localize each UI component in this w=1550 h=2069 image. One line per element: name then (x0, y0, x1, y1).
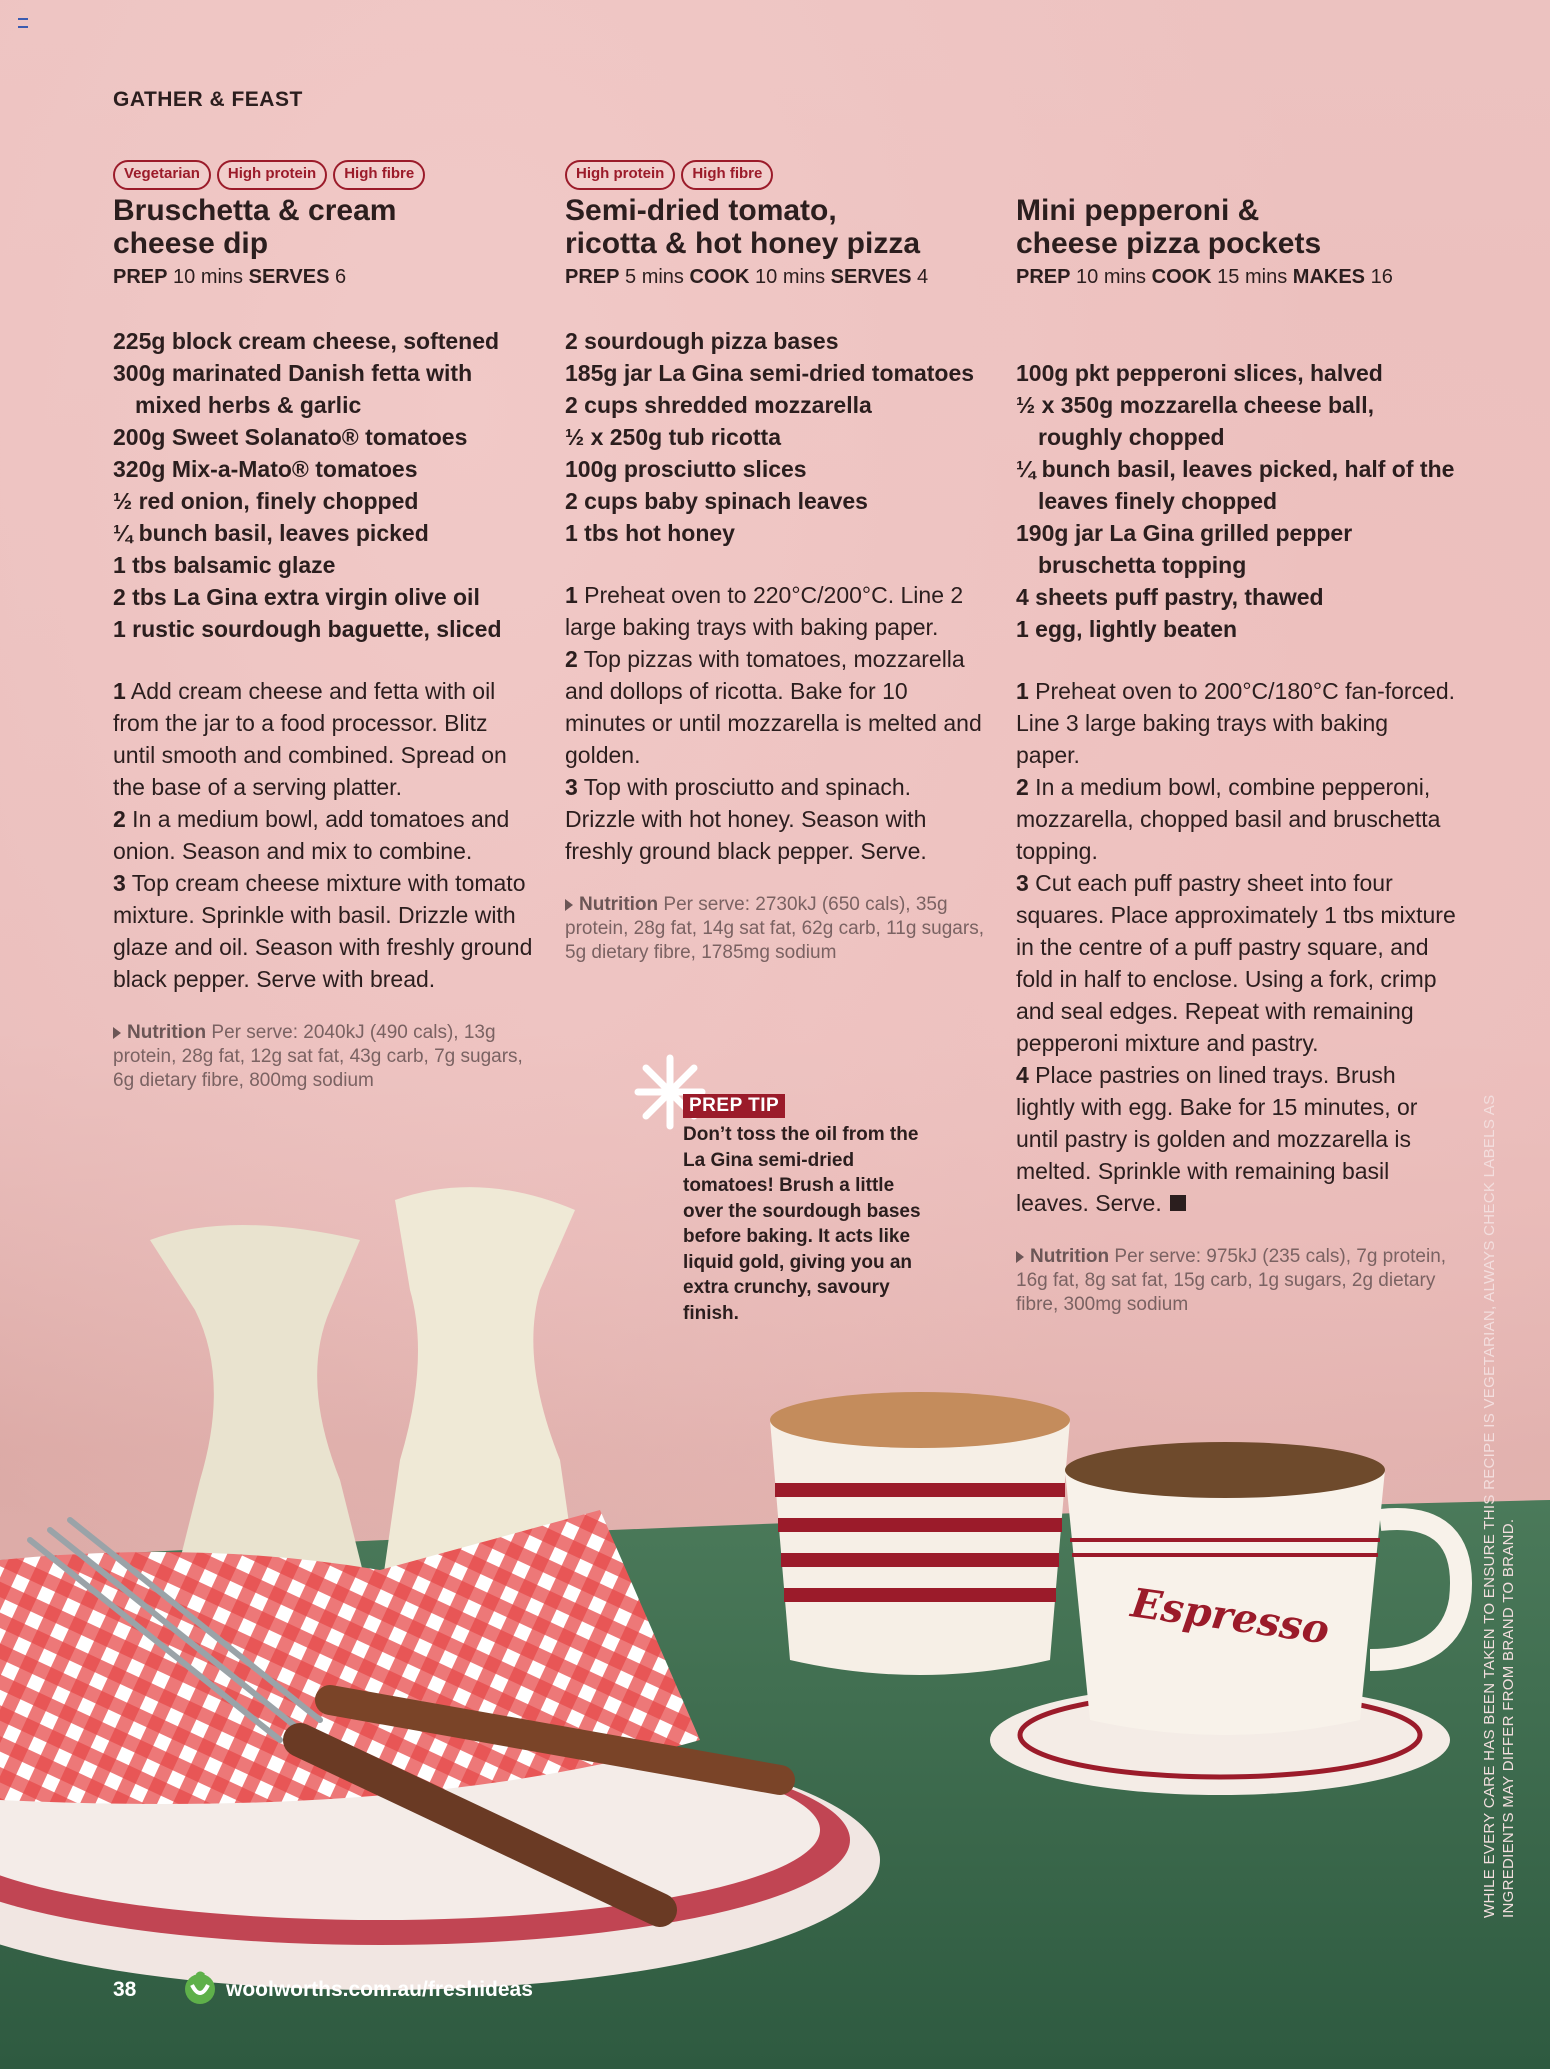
ingredient: 4 sheets puff pastry, thawed (1016, 584, 1324, 610)
recipe-title: Mini pepperoni & cheese pizza pockets (1016, 194, 1322, 260)
method-step: 4 Place pastries on lined trays. Brush lightly with egg. Bake for 15 minutes, or until pastry is golden and mozzarella is melted. Sprinkle with remaining basil leaves. Serve. (1016, 1062, 1418, 1216)
nutrition-info: Nutrition Per serve: 2040kJ (490 cals), 13g protein, 28g fat, 12g sat fat, 43g carb, 7g sugars, 6g dietary fibre, 800mg sodium (113, 1022, 523, 1091)
ingredient: 2 sourdough pizza bases (565, 328, 839, 354)
section-title: GATHER & FEAST (113, 88, 303, 111)
ingredient: ½ red onion, finely chopped (113, 488, 419, 514)
method-step: 1 Preheat oven to 200°C/180°C fan-forced. Line 3 large baking trays with baking paper. (1016, 678, 1456, 768)
triangle-icon (113, 1027, 121, 1039)
carafe-left (150, 1225, 370, 1600)
tag-high-protein: High protein (217, 160, 327, 190)
ingredient: 2 cups baby spinach leaves (565, 488, 868, 514)
recipe-title: Semi-dried tomato, ricotta & hot honey pizza (565, 194, 921, 260)
ingredient: 1 tbs hot honey (565, 520, 735, 546)
cup-label: Espresso (1128, 1579, 1333, 1654)
page-number: 38 (113, 1978, 137, 2001)
recipe-meta: PREP 10 mins SERVES 6 (113, 266, 347, 288)
ingredient: 190g jar La Gina grilled pepper bruschetta topping (1016, 520, 1353, 578)
method-step: 2 Top pizzas with tomatoes, mozzarella and dollops of ricotta. Bake for 10 minutes or until mozzarella is melted and golden. (565, 646, 982, 768)
recipe-meta: PREP 5 mins COOK 10 mins SERVES 4 (565, 266, 929, 288)
diet-tags (565, 160, 985, 190)
method-step: 1 Add cream cheese and fetta with oil from the jar to a food processor. Blitz until smooth and combined. Spread on the base of a serving platter. (113, 678, 507, 800)
method-steps (113, 675, 533, 995)
prep-tip-text: Don’t toss the oil from the La Gina semi-dried tomatoes! Brush a little over the sourdough bases before baking. It acts like liquid gold, giving you an extra crunchy, savoury finish. (683, 1124, 921, 1324)
corner-mark (18, 18, 28, 28)
ingredient: 300g marinated Danish fetta with mixed herbs & garlic (113, 360, 473, 418)
woolworths-logo-icon (182, 1971, 218, 2005)
cup-striped (770, 1392, 1070, 1675)
tag-high-fibre: High fibre (333, 160, 425, 190)
tag-vegetarian: Vegetarian (113, 160, 211, 190)
ingredient: 200g Sweet Solanato® tomatoes (113, 424, 468, 450)
recipe-title: Bruschetta & cream cheese dip (113, 194, 397, 260)
food-photo (0, 1180, 1550, 2069)
ingredient: ½ x 350g mozzarella cheese ball, roughly chopped (1016, 392, 1374, 450)
ingredient: 1 rustic sourdough baguette, sliced (113, 616, 502, 642)
website-link[interactable]: woolworths.com.au/freshideas (226, 1978, 533, 2001)
method-steps (1016, 675, 1456, 1219)
tag-high-fibre: High fibre (681, 160, 773, 190)
starburst-icon (630, 1052, 710, 1132)
triangle-icon (565, 899, 573, 911)
method-step: 2 In a medium bowl, add tomatoes and onion. Season and mix to combine. (113, 806, 510, 864)
method-step: 3 Top with prosciutto and spinach. Drizzle with hot honey. Season with freshly ground black pepper. Serve. (565, 774, 927, 864)
ingredient: ¼ bunch basil, leaves picked, half of the leaves finely chopped (1016, 456, 1455, 514)
method-step: 2 In a medium bowl, combine pepperoni, mozzarella, chopped basil and bruschetta topping. (1016, 774, 1441, 864)
prep-tip-label: PREP TIP (683, 1094, 785, 1118)
diet-tags (1016, 160, 1456, 190)
ingredient-list (565, 325, 985, 549)
ingredient: 225g block cream cheese, softened (113, 328, 500, 354)
method-step: 3 Cut each puff pastry sheet into four squares. Place approximately 1 tbs mixture in the centre of a puff pastry square, and fold in half to enclose. Using a fork, crimp and seal edges. Repeat with remaining pepperoni mixture and pastry. (1016, 870, 1456, 1056)
vegetarian-disclaimer: WHILE EVERY CARE HAS BEEN TAKEN TO ENSURE THIS RECIPE IS VEGETARIAN, ALWAYS CHECK LABELS AS INGREDIENTS MAY DIFFER FROM BRAND TO BRAND. (1481, 1094, 1517, 1918)
diet-tags (113, 160, 533, 190)
recipe-pizza-pockets (1016, 160, 1456, 1317)
recipe-bruschetta (113, 160, 533, 1093)
tag-high-protein: High protein (565, 160, 675, 190)
ingredient-list (1016, 357, 1456, 645)
recipe-meta: PREP 10 mins COOK 15 mins MAKES 16 (1016, 266, 1393, 288)
method-step: 3 Top cream cheese mixture with tomato mixture. Sprinkle with basil. Drizzle with glaze and oil. Season with freshly ground black pepper. Serve with bread. (113, 870, 533, 992)
ingredient: 100g pkt pepperoni slices, halved (1016, 360, 1383, 386)
ingredient: 2 tbs La Gina extra virgin olive oil (113, 584, 480, 610)
method-steps (565, 579, 985, 867)
ingredient: ¼ bunch basil, leaves picked (113, 520, 429, 546)
recipe-pizza (565, 160, 985, 965)
ingredient: 1 egg, lightly beaten (1016, 616, 1238, 642)
ingredient: 2 cups shredded mozzarella (565, 392, 872, 418)
ingredient: ½ x 250g tub ricotta (565, 424, 782, 450)
nutrition-info: Nutrition Per serve: 975kJ (235 cals), 7g protein, 16g fat, 8g sat fat, 15g carb, 1g sugars, 2g dietary fibre, 300mg sodium (1016, 1246, 1447, 1315)
ingredient-list (113, 325, 533, 645)
nutrition-info: Nutrition Per serve: 2730kJ (650 cals), 35g protein, 28g fat, 14g sat fat, 62g carb, 11g sugars, 5g dietary fibre, 1785mg sodium (565, 894, 984, 963)
ingredient: 320g Mix-a-Mato® tomatoes (113, 456, 418, 482)
ingredient: 1 tbs balsamic glaze (113, 552, 336, 578)
ingredient: 100g prosciutto slices (565, 456, 807, 482)
ingredient: 185g jar La Gina semi-dried tomatoes (565, 360, 975, 386)
method-step: 1 Preheat oven to 220°C/200°C. Line 2 large baking trays with baking paper. (565, 582, 964, 640)
